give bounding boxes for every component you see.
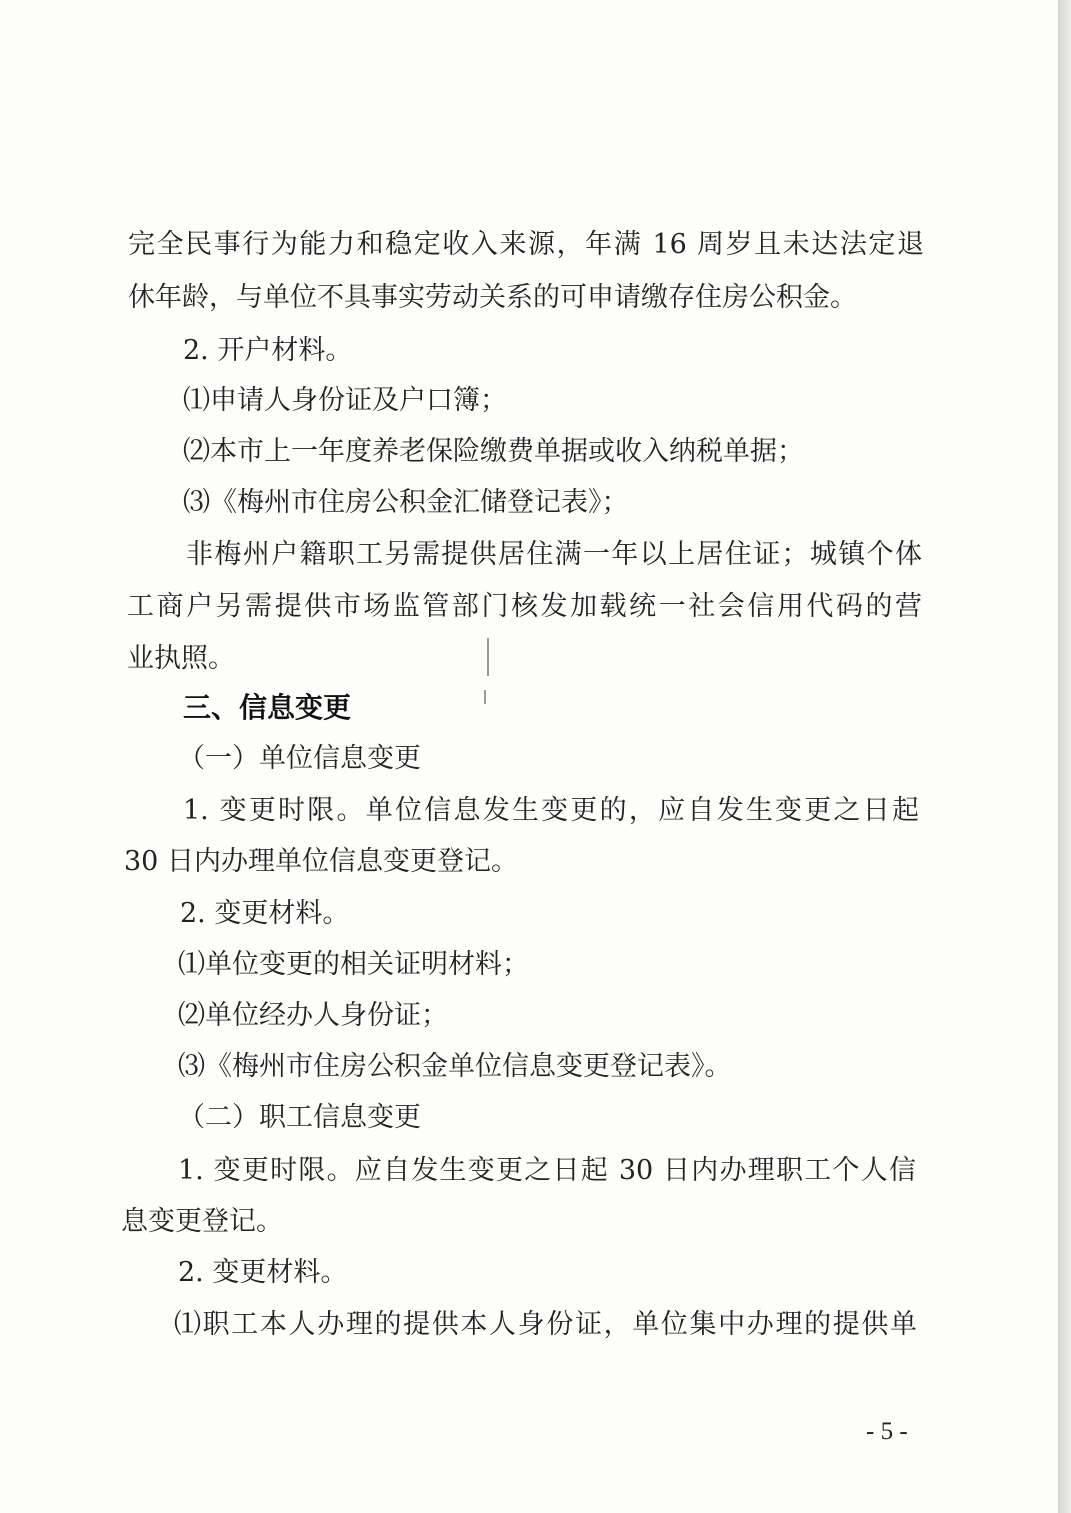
body-text-line: 30 日内办理单位信息变更登记。	[124, 846, 518, 877]
page-edge-shadow	[1058, 0, 1071, 1513]
subsection-title: 2. 开户材料。	[183, 335, 353, 366]
body-text-line: 工商户另需提供市场监管部门核发加载统一社会信用代码的营	[127, 591, 922, 622]
list-item: ⑵本市上一年度养老保险缴费单据或收入纳税单据；	[183, 436, 804, 467]
list-item: ⑴单位变更的相关证明材料；	[178, 949, 529, 980]
section-heading: 三、信息变更	[183, 691, 352, 724]
list-item: ⑴职工本人办理的提供本人身份证，单位集中办理的提供单	[174, 1309, 917, 1340]
list-item: ⑶《梅州市住房公积金汇储登记表》；	[183, 487, 629, 518]
body-text-line: 业执照。	[127, 643, 235, 674]
body-text-line: 1. 变更时限。应自发生变更之日起 30 日内办理职工个人信	[178, 1155, 916, 1186]
page-number: - 5 -	[866, 1418, 908, 1445]
body-text-line: 1. 变更时限。单位信息发生变更的，应自发生变更之日起	[183, 795, 919, 826]
body-text-line: 息变更登记。	[121, 1206, 283, 1237]
body-text-line: 完全民事行为能力和稳定收入来源，年满 16 周岁且未达法定退	[128, 229, 924, 260]
scan-artifact	[487, 638, 489, 676]
scan-artifact	[484, 690, 486, 704]
list-item: ⑶《梅州市住房公积金单位信息变更登记表》。	[178, 1051, 732, 1082]
subsection-heading: （二）职工信息变更	[178, 1102, 421, 1133]
list-item: ⑵单位经办人身份证；	[178, 1000, 448, 1031]
subsection-title: 2. 变更材料。	[180, 898, 350, 929]
list-item: ⑴申请人身份证及户口簿；	[183, 385, 507, 416]
body-text-line: 非梅州户籍职工另需提供居住满一年以上居住证；城镇个体	[186, 539, 922, 570]
body-text-line: 休年龄，与单位不具事实劳动关系的可申请缴存住房公积金。	[128, 282, 857, 313]
subsection-title: 2. 变更材料。	[178, 1257, 348, 1288]
subsection-heading: （一）单位信息变更	[178, 743, 421, 774]
